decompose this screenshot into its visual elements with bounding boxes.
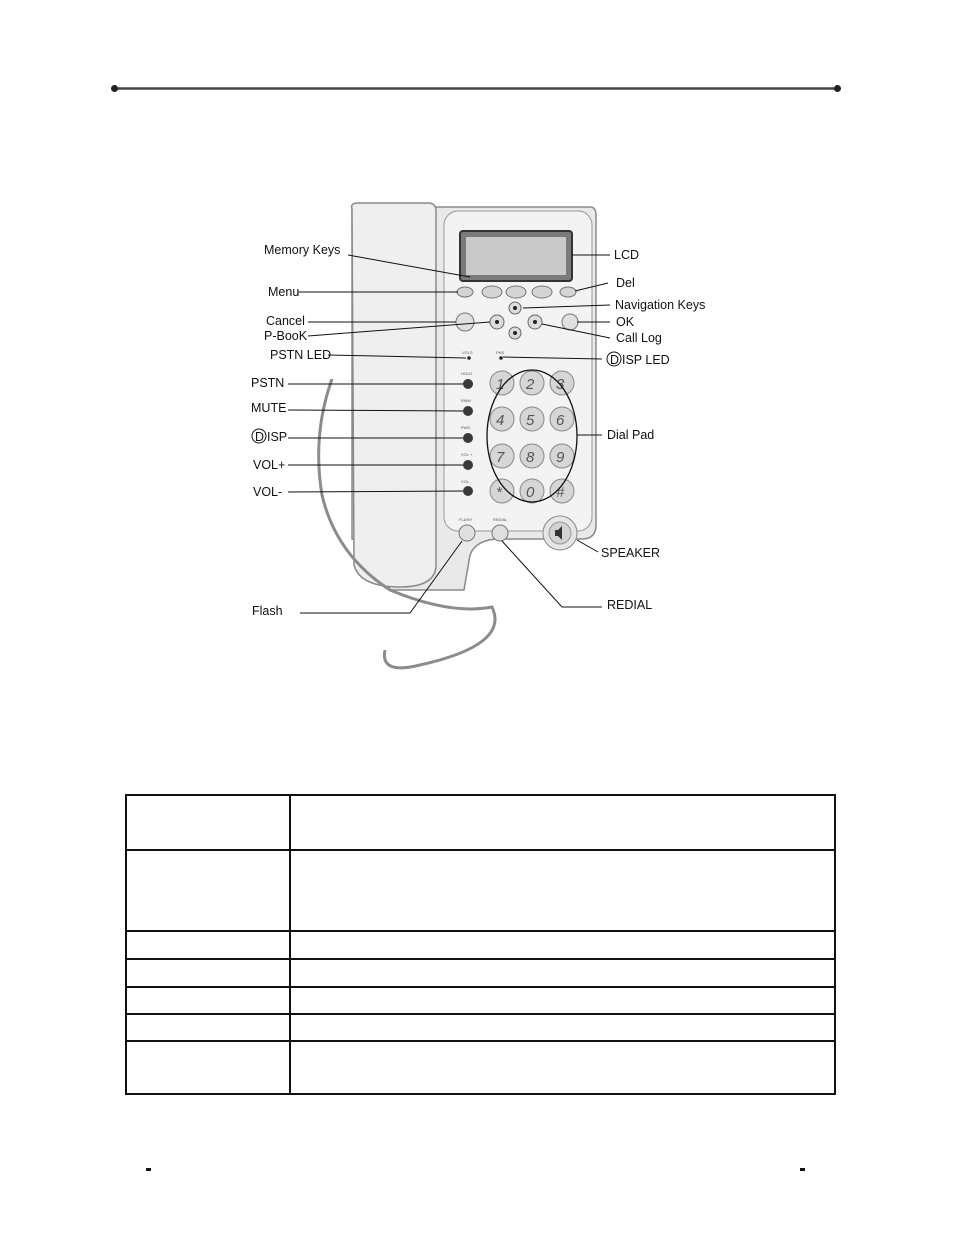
key-hash-label: # xyxy=(556,484,565,501)
vol-up-button[interactable] xyxy=(463,460,473,470)
disp-button[interactable] xyxy=(463,433,473,443)
flash-button[interactable] xyxy=(459,525,475,541)
table-key-cell xyxy=(126,1014,290,1041)
callout-disp-led-letter: D xyxy=(610,353,620,367)
pstn-led-label: PNS xyxy=(496,350,505,355)
memory-key-3[interactable] xyxy=(532,286,552,298)
key-4-label: 4 xyxy=(496,412,505,429)
callout-disp-led: ISP LED xyxy=(622,353,670,367)
callout-del: Del xyxy=(616,276,635,290)
callout-memory-keys: Memory Keys xyxy=(264,243,341,257)
key-1-label: 1 xyxy=(496,376,505,393)
table-value-cell xyxy=(290,1014,835,1041)
table-value-cell xyxy=(290,987,835,1014)
key-star-label: * xyxy=(496,484,502,501)
memory-key-2[interactable] xyxy=(506,286,526,298)
phone-figure xyxy=(240,195,720,675)
key-3-label: 3 xyxy=(556,376,565,393)
table-row xyxy=(126,959,835,987)
key-9-label: 9 xyxy=(556,449,565,466)
table-row xyxy=(126,931,835,959)
callout-redial: REDIAL xyxy=(607,598,653,612)
phone-diagram xyxy=(240,195,720,675)
callout-vol-down: VOL- xyxy=(253,485,283,499)
table-key-cell xyxy=(126,850,290,931)
table-value-cell xyxy=(290,931,835,959)
mute-button[interactable] xyxy=(463,406,473,416)
cancel-key[interactable] xyxy=(456,313,474,331)
redial-button[interactable] xyxy=(492,525,508,541)
ok-key[interactable] xyxy=(562,314,578,330)
callout-lcd: LCD xyxy=(614,248,640,262)
specification-table xyxy=(125,794,836,1095)
flash-key-label: FLASH xyxy=(459,517,472,522)
callout-vol-up: VOL+ xyxy=(253,458,286,472)
table-value-cell xyxy=(290,850,835,931)
key-7-label: 7 xyxy=(496,449,505,466)
left-arrow-icon xyxy=(495,320,499,324)
callout-ok: OK xyxy=(616,315,635,329)
pstn-led xyxy=(467,356,471,360)
table-key-cell xyxy=(126,1041,290,1094)
table-row xyxy=(126,987,835,1014)
vol-down-button[interactable] xyxy=(463,486,473,496)
handset xyxy=(352,203,436,587)
table-key-cell xyxy=(126,795,290,850)
header-rule xyxy=(113,87,839,90)
table-row xyxy=(126,850,835,931)
table-key-cell xyxy=(126,987,290,1014)
callout-dial-pad: Dial Pad xyxy=(607,428,655,442)
up-arrow-icon xyxy=(513,306,517,310)
callout-speaker: SPEAKER xyxy=(601,546,661,560)
callout-call-log: Call Log xyxy=(616,331,662,345)
callout-flash: Flash xyxy=(252,604,283,618)
disp-led xyxy=(499,356,503,360)
table-value-cell xyxy=(290,1041,835,1094)
voip-led-label: VOI.S xyxy=(462,350,473,355)
right-arrow-icon xyxy=(533,320,537,324)
footer-mark-right xyxy=(800,1168,805,1171)
vol-minus-label: VOL - xyxy=(461,479,472,484)
callout-cancel: Cancel xyxy=(266,314,305,328)
header-rule-dot-left xyxy=(111,85,118,92)
menu-key[interactable] xyxy=(457,287,473,297)
table-row xyxy=(126,1041,835,1094)
redial-key-label: REDIAL xyxy=(493,517,508,522)
key-2-label: 2 xyxy=(526,376,535,393)
key-8-label: 8 xyxy=(526,449,535,466)
table-row xyxy=(126,795,835,850)
table-value-cell xyxy=(290,795,835,850)
vol-plus-label: VOL + xyxy=(461,452,473,457)
footer-mark-left xyxy=(146,1168,151,1171)
callout-disp-letter: D xyxy=(255,430,265,444)
callout-pbook: P-BooK xyxy=(264,329,308,343)
key-5-label: 5 xyxy=(526,412,535,429)
header-rule-dot-right xyxy=(834,85,841,92)
hold-label: HOLD xyxy=(461,371,473,376)
key-star[interactable] xyxy=(490,479,514,503)
callout-menu: Menu xyxy=(268,285,300,299)
table-row xyxy=(126,1014,835,1041)
key-6-label: 6 xyxy=(556,412,565,429)
table-value-cell xyxy=(290,959,835,987)
callout-navigation-keys: Navigation Keys xyxy=(615,298,706,312)
callout-pstn: PSTN xyxy=(251,376,285,390)
rmw-label: RMW xyxy=(461,398,471,403)
pwd-label: PWD xyxy=(461,425,471,430)
lcd-display-area xyxy=(466,237,566,275)
down-arrow-icon xyxy=(513,331,517,335)
del-key[interactable] xyxy=(560,287,576,297)
table-key-cell xyxy=(126,959,290,987)
callout-pstn-led: PSTN LED xyxy=(270,348,332,362)
pstn-button[interactable] xyxy=(463,379,473,389)
key-0-label: 0 xyxy=(526,484,535,501)
callout-mute: MUTE xyxy=(251,401,287,415)
memory-key-1[interactable] xyxy=(482,286,502,298)
table-key-cell xyxy=(126,931,290,959)
callout-disp: ISP xyxy=(267,430,288,444)
